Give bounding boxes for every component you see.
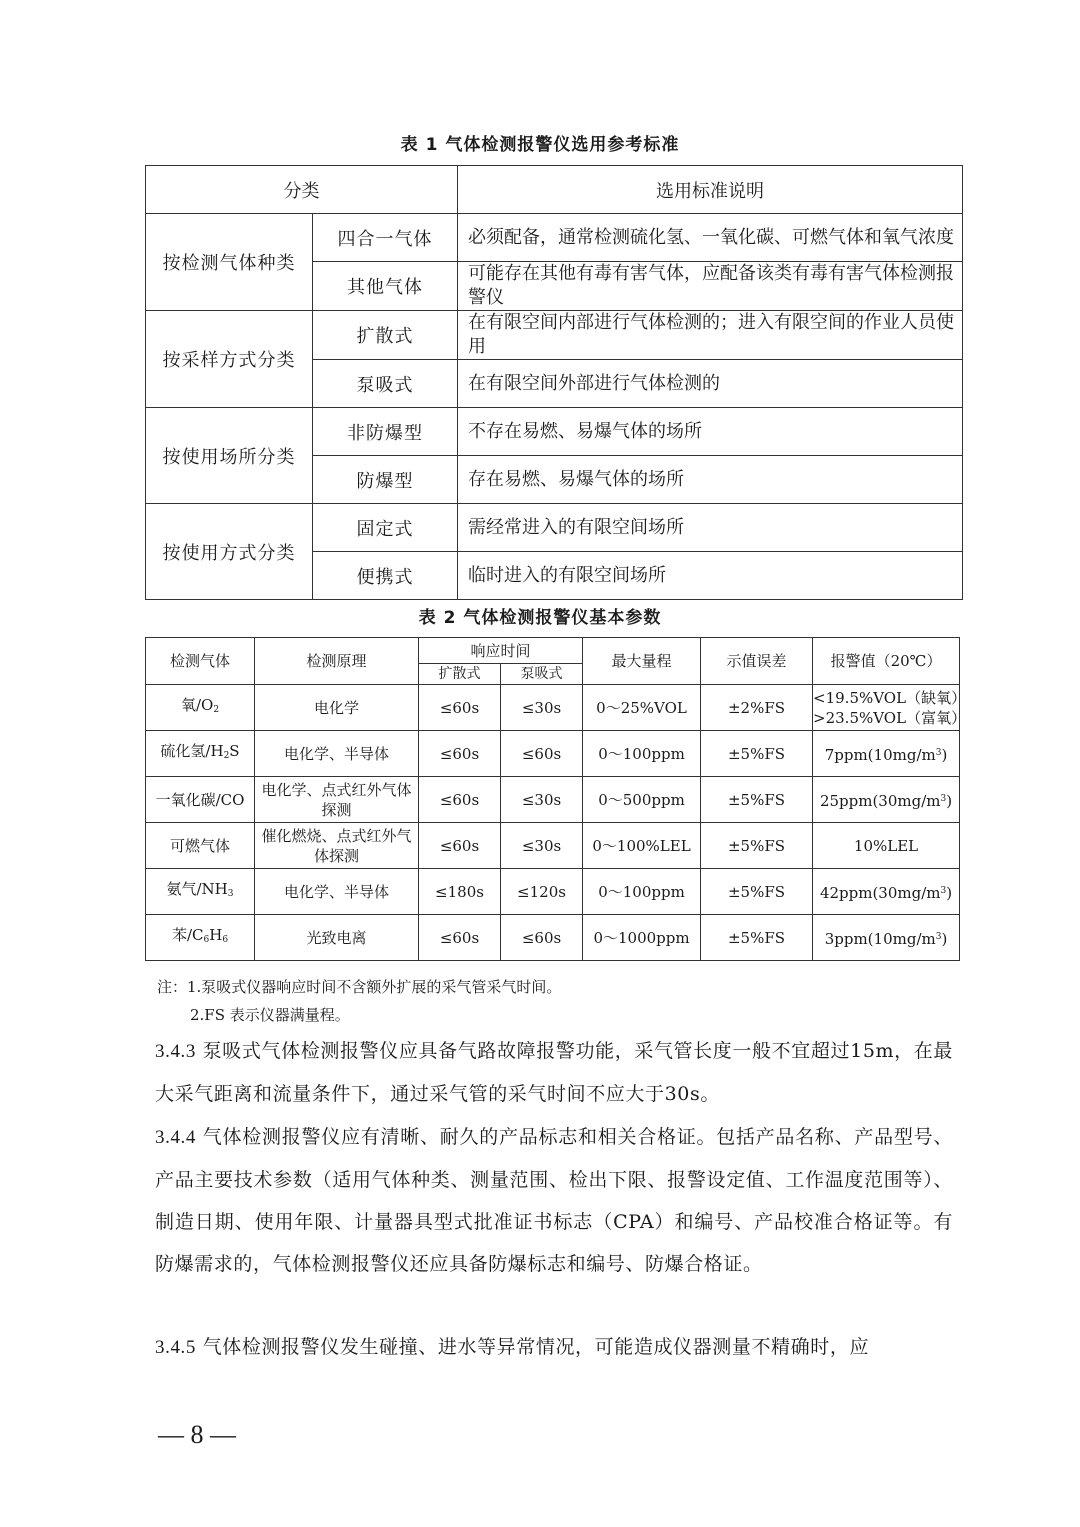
alarm-cell: $42ppm(30mg/m^3)$: [813, 869, 960, 915]
paragraph-3-4-5: [155, 1326, 953, 1369]
description-cell: 在有限空间内部进行气体检测的；进入有限空间的作业人员使用: [458, 311, 963, 360]
header-range: 最大量程: [583, 638, 701, 685]
diffusion-cell: ≤60s: [419, 777, 501, 823]
table-row: [146, 731, 960, 777]
range-cell: 0～100ppm: [583, 731, 701, 777]
subcategory-cell: 非防爆型: [313, 408, 458, 456]
paragraph-text: 气体检测报警仪发生碰撞、进水等异常情况，可能造成仪器测量不精确时，应: [202, 1336, 870, 1358]
paragraph-number: 3.4.4: [155, 1127, 196, 1148]
subcategory-cell: 扩散式: [313, 311, 458, 360]
pump-cell: ≤30s: [501, 777, 583, 823]
paragraph-3-4-3: [155, 1030, 953, 1115]
page-number: — 8 —: [158, 1420, 236, 1449]
table-row: [146, 685, 960, 731]
category-cell: 按使用场所分类: [146, 408, 313, 504]
description-cell: 必须配备，通常检测硫化氢、一氧化碳、可燃气体和氧气浓度: [458, 214, 963, 262]
alarm-cell: $7ppm(10mg/m^3)$: [813, 731, 960, 777]
table2-note-1: 注：1.泵吸式仪器响应时间不含额外扩展的采气管采气时间。: [157, 978, 562, 996]
table-header-row: [146, 166, 963, 214]
subcategory-cell: 其他气体: [313, 262, 458, 311]
header-principle: 检测原理: [255, 638, 419, 685]
table-row: [146, 869, 960, 915]
table-row: [146, 823, 960, 869]
gas-cell: 硫化氢$/H_2S$: [146, 731, 255, 777]
table-row: [146, 311, 963, 360]
range-cell: 0～100%LEL: [583, 823, 701, 869]
category-cell: 按使用方式分类: [146, 504, 313, 600]
paragraph-number: 3.4.5: [155, 1337, 196, 1358]
gas-cell: 氧$/O_2$: [146, 685, 255, 731]
header-pump: 泵吸式: [501, 664, 583, 685]
table1-caption: 表 1 气体检测报警仪选用参考标准: [400, 135, 680, 155]
alarm-cell: $25ppm(30mg/m^3)$: [813, 777, 960, 823]
header-diffusion: 扩散式: [419, 664, 501, 685]
pump-cell: ≤30s: [501, 823, 583, 869]
error-cell: ±5%FS: [701, 915, 813, 961]
header-category: 分类: [146, 166, 458, 214]
alarm-cell: 10%LEL: [813, 823, 960, 869]
header-description: 选用标准说明: [458, 166, 963, 214]
table-header-row: [146, 638, 960, 664]
category-cell: 按采样方式分类: [146, 311, 313, 408]
paragraph-text: 气体检测报警仪应有清晰、耐久的产品标志和相关合格证。包括产品名称、产品型号、产品主要技术参数（适用气体种类、测量范围、检出下限、报警设定值、工作温度范围等）、制造日期、使用年限、计量器具型式批准证书标志（CPA）和编号、产品校准合格证等。有防爆需求的，气体检测报警仪还应具备防爆标志和编号、防爆合格证。: [155, 1126, 953, 1275]
description-cell: 可能存在其他有毒有害气体，应配备该类有毒有害气体检测报警仪: [458, 262, 963, 311]
diffusion-cell: ≤60s: [419, 823, 501, 869]
principle-cell: 电化学: [255, 685, 419, 731]
description-cell: 临时进入的有限空间场所: [458, 552, 963, 600]
alarm-cell: <19.5%VOL（缺氧） >23.5%VOL（富氧）: [813, 685, 960, 731]
subcategory-cell: 固定式: [313, 504, 458, 552]
range-cell: 0～1000ppm: [583, 915, 701, 961]
range-cell: 0～25%VOL: [583, 685, 701, 731]
principle-cell: 电化学、半导体: [255, 731, 419, 777]
pump-cell: ≤30s: [501, 685, 583, 731]
category-cell: 按检测气体种类: [146, 214, 313, 311]
subcategory-cell: 防爆型: [313, 456, 458, 504]
error-cell: ±5%FS: [701, 731, 813, 777]
diffusion-cell: ≤60s: [419, 731, 501, 777]
header-response-time: 响应时间: [419, 638, 583, 664]
table2-caption: 表 2 气体检测报警仪基本参数: [418, 608, 662, 628]
paragraph-number: 3.4.3: [155, 1041, 196, 1062]
pump-cell: ≤60s: [501, 731, 583, 777]
table2: [145, 637, 967, 961]
table-row: [146, 214, 963, 262]
subcategory-cell: 泵吸式: [313, 360, 458, 408]
table1: [145, 165, 963, 600]
principle-cell: 催化燃烧、点式红外气体探测: [255, 823, 419, 869]
range-cell: 0～100ppm: [583, 869, 701, 915]
paragraph-3-4-4: [155, 1116, 953, 1285]
error-cell: ±5%FS: [701, 823, 813, 869]
description-cell: 需经常进入的有限空间场所: [458, 504, 963, 552]
range-cell: 0～500ppm: [583, 777, 701, 823]
description-cell: 在有限空间外部进行气体检测的: [458, 360, 963, 408]
diffusion-cell: ≤60s: [419, 685, 501, 731]
subcategory-cell: 四合一气体: [313, 214, 458, 262]
header-alarm: 报警值（20℃）: [813, 638, 960, 685]
error-cell: ±5%FS: [701, 777, 813, 823]
subcategory-cell: 便携式: [313, 552, 458, 600]
paragraph-text: 泵吸式气体检测报警仪应具备气路故障报警功能，采气管长度一般不宜超过15m，在最大采气距离和流量条件下，通过采气管的采气时间不应大于30s。: [155, 1040, 953, 1105]
pump-cell: ≤120s: [501, 869, 583, 915]
principle-cell: 电化学、点式红外气体探测: [255, 777, 419, 823]
table-row: [146, 777, 960, 823]
diffusion-cell: ≤60s: [419, 915, 501, 961]
table2-note-2: 2.FS 表示仪器满量程。: [190, 1006, 350, 1024]
gas-cell: 可燃气体: [146, 823, 255, 869]
table-row: [146, 408, 963, 456]
table-row: [146, 504, 963, 552]
error-cell: ±5%FS: [701, 869, 813, 915]
error-cell: ±2%FS: [701, 685, 813, 731]
description-cell: 存在易燃、易爆气体的场所: [458, 456, 963, 504]
gas-cell: 氨气$/NH_3$: [146, 869, 255, 915]
diffusion-cell: ≤180s: [419, 869, 501, 915]
pump-cell: ≤60s: [501, 915, 583, 961]
table-row: [146, 915, 960, 961]
gas-cell: 一氧化碳/CO: [146, 777, 255, 823]
description-cell: 不存在易燃、易爆气体的场所: [458, 408, 963, 456]
principle-cell: 电化学、半导体: [255, 869, 419, 915]
header-gas: 检测气体: [146, 638, 255, 685]
principle-cell: 光致电离: [255, 915, 419, 961]
gas-cell: 苯$/C_6H_6$: [146, 915, 255, 961]
header-error: 示值误差: [701, 638, 813, 685]
alarm-cell: $3ppm(10mg/m^3)$: [813, 915, 960, 961]
